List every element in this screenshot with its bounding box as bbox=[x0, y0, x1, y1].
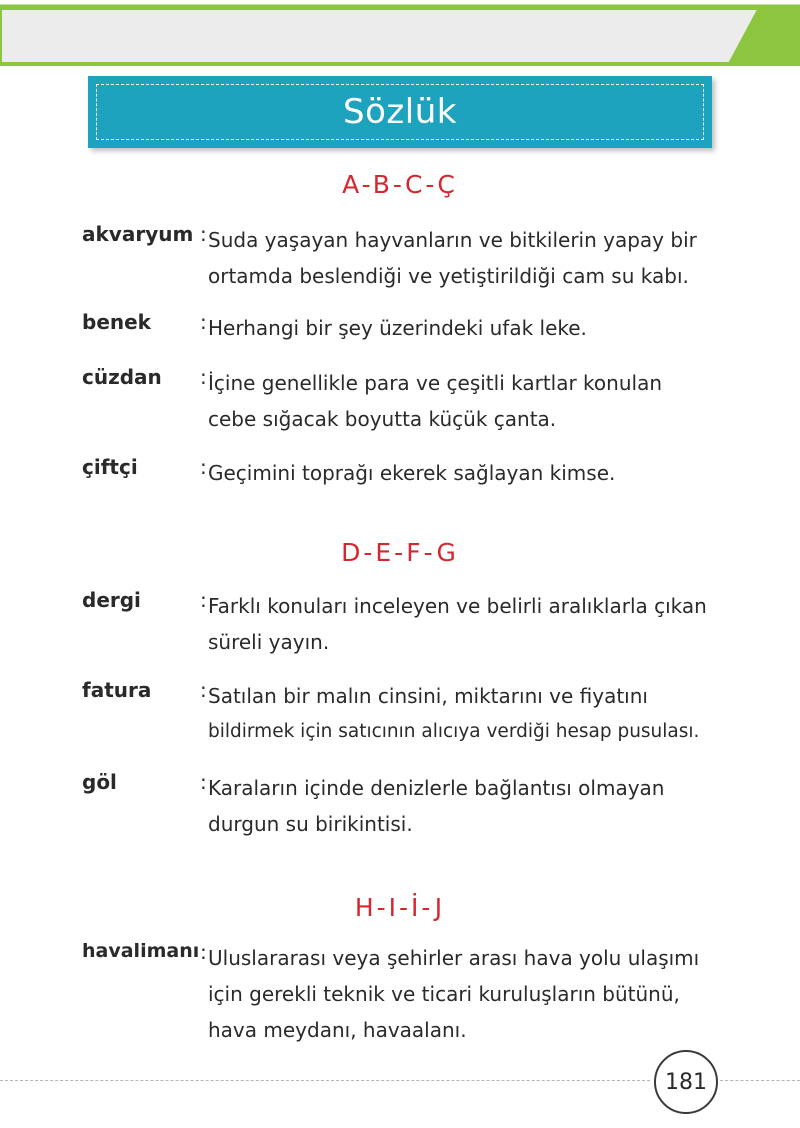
definition-line: Suda yaşayan hayvanların ve bitkilerin yapay bir bbox=[208, 228, 697, 252]
entry-definition bbox=[208, 678, 718, 750]
definition-line: cebe sığacak boyutta küçük çanta. bbox=[208, 407, 557, 431]
entry-term: göl bbox=[82, 770, 117, 794]
entry-term: çiftçi bbox=[82, 455, 138, 479]
entry-term: akvaryum bbox=[82, 222, 194, 246]
entry-colon: : bbox=[200, 678, 207, 702]
entry-term: fatura bbox=[82, 678, 152, 702]
page-number: 181 bbox=[654, 1050, 718, 1114]
entry-definition bbox=[208, 455, 718, 491]
definition-line: Karaların içinde denizlerle bağlantısı olmayan bbox=[208, 776, 665, 800]
entry-colon: : bbox=[200, 588, 207, 612]
definition-line: Farklı konuları inceleyen ve belirli aralıklarla çıkan bbox=[208, 594, 707, 618]
entry-colon: : bbox=[200, 310, 207, 334]
entry-definition bbox=[208, 310, 718, 346]
entry-term: dergi bbox=[82, 588, 141, 612]
definition-line: Uluslararası veya şehirler arası hava yolu ulaşımı bbox=[208, 946, 700, 970]
entry-definition bbox=[208, 588, 718, 660]
header-tab-bar bbox=[0, 0, 800, 70]
entry-colon: : bbox=[200, 940, 207, 964]
entry-term: havalimanı bbox=[82, 940, 200, 962]
section-heading-a-b-c: A-B-C-Ç bbox=[342, 170, 458, 199]
definition-line: bildirmek için satıcının alıcıya verdiği hesap pusulası. bbox=[208, 721, 700, 742]
section-heading-d-e-f-g: D-E-F-G bbox=[341, 538, 459, 567]
definition-line: Herhangi bir şey üzerindeki ufak leke. bbox=[208, 316, 587, 340]
definition-line: hava meydanı, havaalanı. bbox=[208, 1018, 467, 1042]
footer-dashed-line-left bbox=[0, 1080, 650, 1081]
definition-line: Geçimini toprağı ekerek sağlayan kimse. bbox=[208, 461, 616, 485]
page-title: Sözlük bbox=[343, 92, 457, 132]
definition-line: için gerekli teknik ve ticari kuruluşların bütünü, bbox=[208, 982, 680, 1006]
definition-line: Satılan bir malın cinsini, miktarını ve fiyatını bbox=[208, 684, 648, 708]
entry-colon: : bbox=[200, 455, 207, 479]
entry-colon: : bbox=[200, 770, 207, 794]
entry-definition bbox=[208, 770, 718, 842]
definition-line: ortamda beslendiği ve yetiştirildiği cam su kabı. bbox=[208, 264, 689, 288]
entry-colon: : bbox=[200, 365, 207, 389]
entry-definition bbox=[208, 222, 718, 294]
entry-term: benek bbox=[82, 310, 151, 334]
entry-definition bbox=[208, 365, 718, 437]
definition-line: durgun su birikintisi. bbox=[208, 812, 413, 836]
footer-dashed-line-right bbox=[720, 1080, 800, 1081]
definition-line: İçine genellikle para ve çeşitli kartlar konulan bbox=[208, 371, 663, 395]
definition-line: süreli yayın. bbox=[208, 630, 330, 654]
entry-definition bbox=[208, 940, 718, 1048]
title-banner-border bbox=[96, 84, 704, 140]
entry-term: cüzdan bbox=[82, 365, 162, 389]
entry-colon: : bbox=[200, 222, 207, 246]
section-heading-h-i-j: H-I-İ-J bbox=[354, 893, 446, 922]
title-banner bbox=[88, 76, 712, 148]
